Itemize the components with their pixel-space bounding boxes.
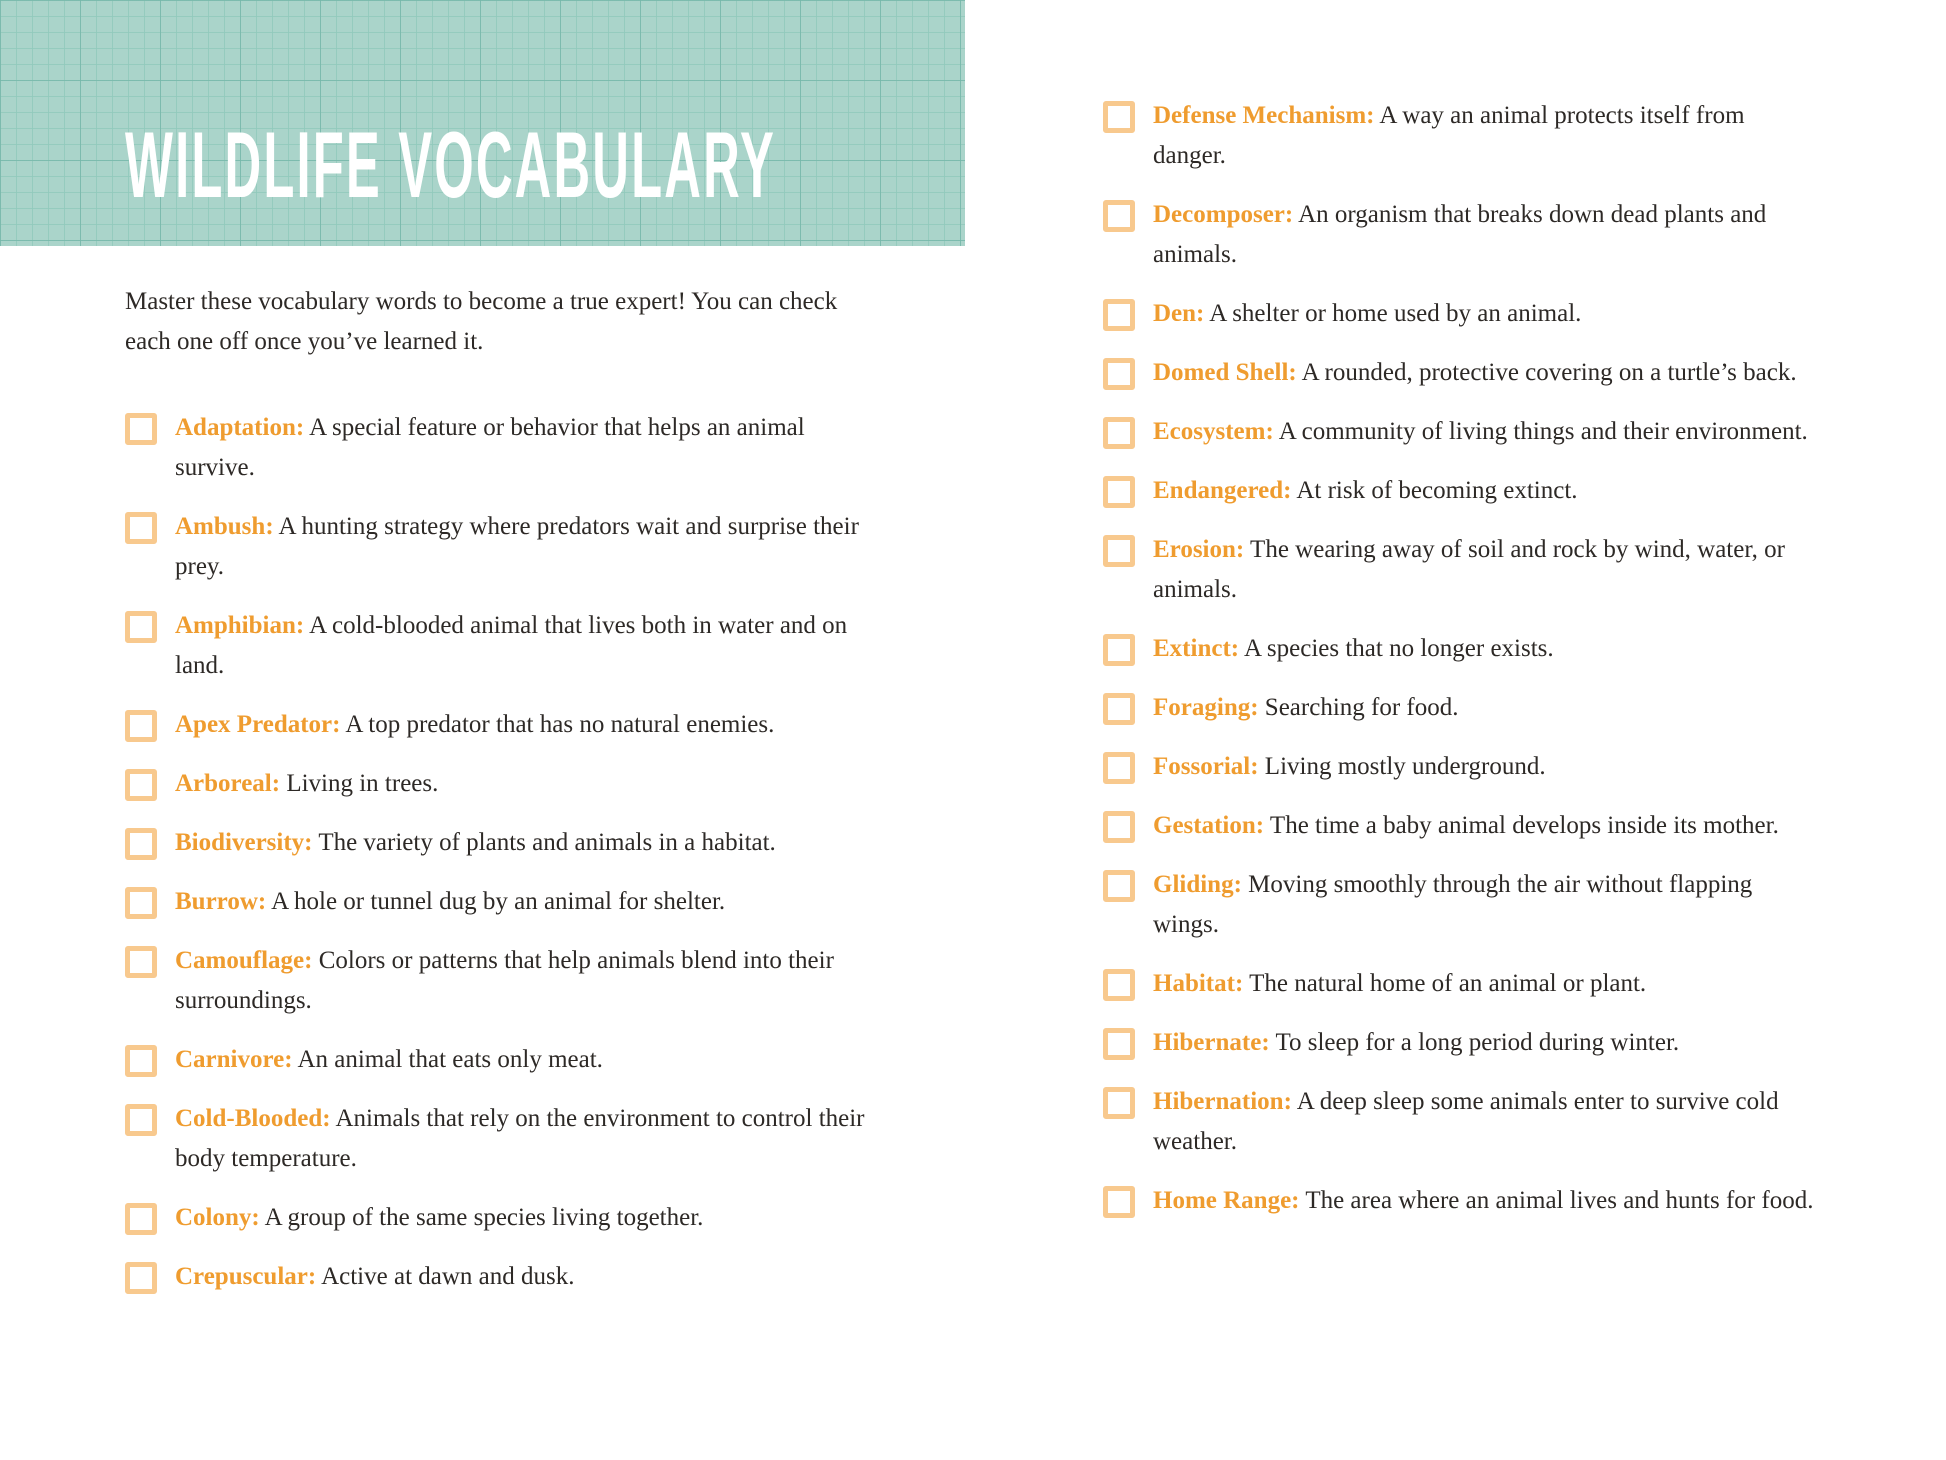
vocab-item <box>125 507 865 587</box>
vocab-item <box>125 1198 865 1238</box>
vocab-entry <box>1153 964 1646 1004</box>
vocab-item <box>1103 964 1815 1004</box>
term-checkbox[interactable] <box>125 611 157 643</box>
vocab-entry <box>1153 865 1815 945</box>
definition-text: The area where an animal lives and hunts for food. <box>1305 1187 1814 1214</box>
term-checkbox[interactable] <box>1103 535 1135 567</box>
term-label: Apex Predator: <box>175 711 341 738</box>
definition-text: The natural home of an animal or plant. <box>1249 970 1647 997</box>
vocab-entry <box>175 1099 865 1179</box>
term-checkbox[interactable] <box>1103 1186 1135 1218</box>
vocab-entry <box>1153 806 1779 846</box>
vocab-item <box>1103 96 1815 176</box>
vocab-entry <box>1153 688 1459 728</box>
term-checkbox[interactable] <box>125 512 157 544</box>
definition-text: An animal that eats only meat. <box>297 1046 603 1073</box>
term-label: Colony: <box>175 1204 260 1231</box>
vocab-item <box>1103 747 1815 787</box>
term-checkbox[interactable] <box>125 769 157 801</box>
term-label: Erosion: <box>1153 536 1245 563</box>
term-label: Decomposer: <box>1153 201 1294 228</box>
right-column <box>1103 96 1815 1240</box>
term-label: Fossorial: <box>1153 753 1259 780</box>
vocab-entry <box>1153 1023 1679 1063</box>
header-banner <box>0 0 965 246</box>
vocab-item <box>1103 1023 1815 1063</box>
definition-text: Searching for food. <box>1264 694 1459 721</box>
intro-text: Master these vocabulary words to become a true expert! You can check each one off once you’ve learned it. <box>125 288 838 355</box>
vocab-item <box>1103 353 1815 393</box>
definition-text: A community of living things and their environment. <box>1278 418 1808 445</box>
vocab-entry <box>1153 195 1815 275</box>
vocab-item <box>125 764 865 804</box>
term-checkbox[interactable] <box>1103 299 1135 331</box>
term-checkbox[interactable] <box>125 946 157 978</box>
term-checkbox[interactable] <box>1103 101 1135 133</box>
term-label: Hibernate: <box>1153 1029 1270 1056</box>
term-label: Burrow: <box>175 888 267 915</box>
term-label: Cold-Blooded: <box>175 1105 331 1132</box>
term-checkbox[interactable] <box>125 887 157 919</box>
term-label: Arboreal: <box>175 770 281 797</box>
vocab-item <box>1103 865 1815 945</box>
term-checkbox[interactable] <box>1103 1028 1135 1060</box>
term-label: Gestation: <box>1153 812 1265 839</box>
definition-text: Active at dawn and dusk. <box>321 1263 575 1290</box>
definition-text: The time a baby animal develops inside its mother. <box>1269 812 1779 839</box>
vocab-entry <box>1153 530 1815 610</box>
vocab-list-right <box>1103 96 1815 1221</box>
term-label: Ambush: <box>175 513 274 540</box>
vocab-entry <box>175 823 776 863</box>
term-label: Endangered: <box>1153 477 1292 504</box>
term-checkbox[interactable] <box>1103 1087 1135 1119</box>
term-label: Camouflage: <box>175 947 313 974</box>
definition-text: A species that no longer exists. <box>1243 635 1554 662</box>
vocab-item <box>125 1040 865 1080</box>
term-checkbox[interactable] <box>1103 752 1135 784</box>
definition-text: Living in trees. <box>286 770 439 797</box>
vocab-item <box>125 1099 865 1179</box>
term-label: Extinct: <box>1153 635 1240 662</box>
definition-text: Moving smoothly through the air without flapping wings. <box>1153 871 1753 938</box>
definition-text: Colors or patterns that help animals blend into their surroundings. <box>175 947 834 1014</box>
definition-text: The variety of plants and animals in a habitat. <box>318 829 776 856</box>
page-title: WILDLIFE VOCABULARY <box>125 112 777 217</box>
vocab-entry <box>175 606 865 686</box>
vocab-entry <box>175 1257 574 1297</box>
vocab-item <box>125 705 865 745</box>
definition-text: A deep sleep some animals enter to survive cold weather. <box>1153 1088 1779 1155</box>
term-checkbox[interactable] <box>125 1203 157 1235</box>
term-label: Domed Shell: <box>1153 359 1297 386</box>
vocab-item <box>125 882 865 922</box>
definition-text: Living mostly underground. <box>1264 753 1546 780</box>
vocab-entry <box>1153 294 1581 334</box>
vocab-item <box>1103 471 1815 511</box>
definition-text: A cold-blooded animal that lives both in water and on land. <box>175 612 848 679</box>
vocab-entry <box>1153 1181 1813 1221</box>
term-checkbox[interactable] <box>1103 634 1135 666</box>
term-checkbox[interactable] <box>125 828 157 860</box>
definition-text: The wearing away of soil and rock by wind, water, or animals. <box>1153 536 1785 603</box>
vocab-entry <box>175 1198 703 1238</box>
vocab-entry <box>175 408 865 488</box>
definition-text: A way an animal protects itself from danger. <box>1153 102 1745 169</box>
term-label: Home Range: <box>1153 1187 1300 1214</box>
term-label: Den: <box>1153 300 1205 327</box>
vocab-entry <box>175 882 725 922</box>
term-label: Carnivore: <box>175 1046 293 1073</box>
vocab-item <box>1103 1082 1815 1162</box>
definition-text: A hunting strategy where predators wait and surprise their prey. <box>175 513 859 580</box>
term-checkbox[interactable] <box>125 1262 157 1294</box>
definition-text: Animals that rely on the environment to control their body temperature. <box>175 1105 865 1172</box>
term-checkbox[interactable] <box>125 1045 157 1077</box>
vocab-item <box>1103 530 1815 610</box>
vocab-item <box>125 1257 865 1297</box>
vocab-item <box>1103 195 1815 275</box>
term-checkbox[interactable] <box>125 710 157 742</box>
vocab-entry <box>1153 412 1808 452</box>
vocab-entry <box>1153 1082 1815 1162</box>
term-label: Crepuscular: <box>175 1263 317 1290</box>
vocab-item <box>1103 1181 1815 1221</box>
definition-text: A special feature or behavior that helps an animal survive. <box>175 414 805 481</box>
definition-text: A rounded, protective covering on a turtle’s back. <box>1301 359 1797 386</box>
vocab-item <box>1103 412 1815 452</box>
vocab-entry <box>1153 96 1815 176</box>
vocab-item <box>1103 806 1815 846</box>
definition-text: A shelter or home used by an animal. <box>1209 300 1582 327</box>
term-label: Foraging: <box>1153 694 1259 721</box>
definition-text: An organism that breaks down dead plants and animals. <box>1153 201 1767 268</box>
term-checkbox[interactable] <box>125 413 157 445</box>
vocab-entry <box>175 705 774 745</box>
vocab-list-left <box>125 408 865 1297</box>
vocab-item <box>125 823 865 863</box>
term-checkbox[interactable] <box>125 1104 157 1136</box>
vocab-item <box>125 606 865 686</box>
term-checkbox[interactable] <box>1103 870 1135 902</box>
term-label: Defense Mechanism: <box>1153 102 1375 129</box>
vocab-item <box>1103 294 1815 334</box>
term-label: Habitat: <box>1153 970 1244 997</box>
term-checkbox[interactable] <box>1103 476 1135 508</box>
left-column <box>125 282 865 1316</box>
definition-text: A hole or tunnel dug by an animal for shelter. <box>271 888 726 915</box>
term-label: Adaptation: <box>175 414 305 441</box>
vocab-entry <box>1153 629 1554 669</box>
term-checkbox[interactable] <box>1103 358 1135 390</box>
term-checkbox[interactable] <box>1103 200 1135 232</box>
vocab-entry <box>175 764 438 804</box>
definition-text: A group of the same species living together. <box>264 1204 704 1231</box>
vocab-entry <box>175 1040 603 1080</box>
term-checkbox[interactable] <box>1103 811 1135 843</box>
term-label: Hibernation: <box>1153 1088 1292 1115</box>
term-checkbox[interactable] <box>1103 693 1135 725</box>
definition-text: A top predator that has no natural enemies. <box>345 711 775 738</box>
vocab-entry <box>1153 471 1578 511</box>
vocab-item <box>1103 688 1815 728</box>
definition-text: To sleep for a long period during winter. <box>1275 1029 1680 1056</box>
vocab-entry <box>175 507 865 587</box>
term-label: Gliding: <box>1153 871 1242 898</box>
vocab-entry <box>175 941 865 1021</box>
vocab-entry <box>1153 747 1546 787</box>
term-label: Biodiversity: <box>175 829 313 856</box>
term-label: Amphibian: <box>175 612 305 639</box>
vocab-entry <box>1153 353 1797 393</box>
vocab-item <box>125 408 865 488</box>
definition-text: At risk of becoming extinct. <box>1296 477 1578 504</box>
vocab-item <box>125 941 865 1021</box>
term-checkbox[interactable] <box>1103 969 1135 1001</box>
vocab-item <box>1103 629 1815 669</box>
term-label: Ecosystem: <box>1153 418 1274 445</box>
term-checkbox[interactable] <box>1103 417 1135 449</box>
